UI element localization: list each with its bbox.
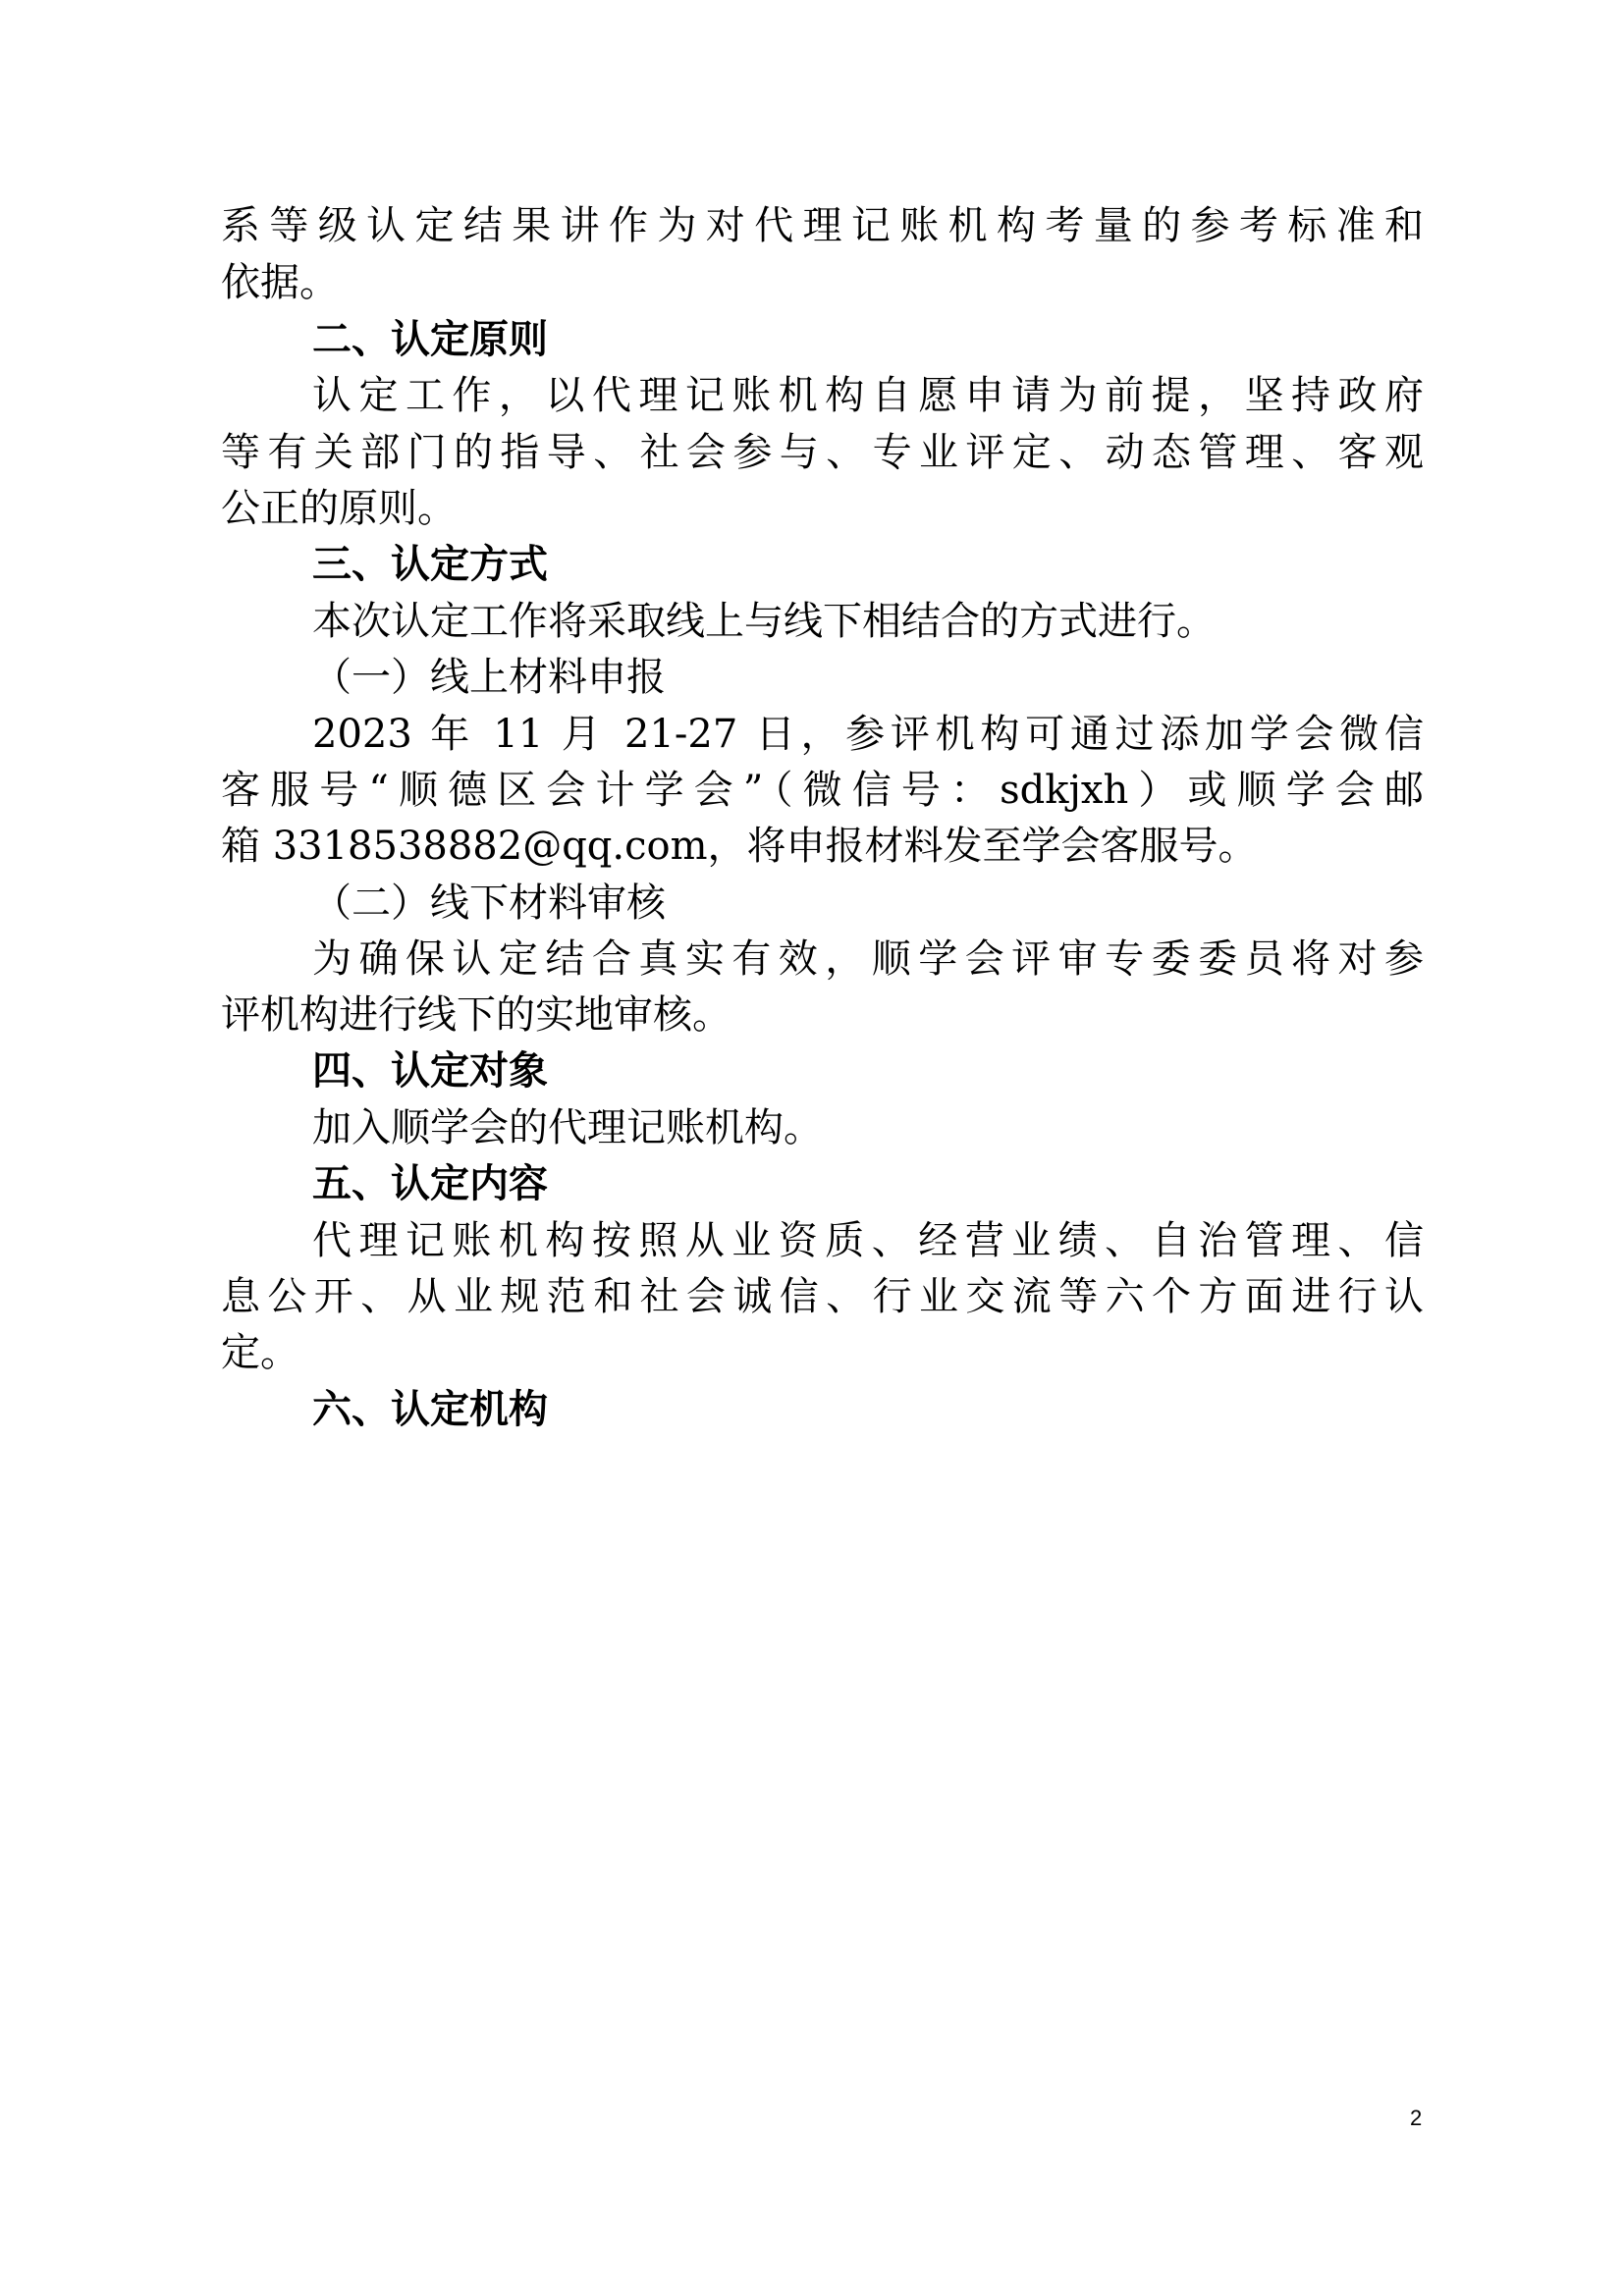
body-text-line: 系等级认定结果讲作为对代理记账机构考量的参考标准和 [221,203,1424,248]
body-text-line: 客服号“顺德区会计学会”（微信号：sdkjxh）或顺学会邮 [221,768,1424,813]
body-text-line: 本次认定工作将采取线上与线下相结合的方式进行。 [312,599,1216,644]
body-text-line: 加入顺学会的代理记账机构。 [312,1105,823,1150]
body-text-line: 定。 [221,1330,299,1375]
section-heading: 六、认定机构 [312,1387,548,1432]
body-text-line: 公正的原则。 [221,486,457,531]
body-text-line: 等有关部门的指导、社会参与、专业评定、动态管理、客观 [221,430,1424,475]
section-heading: 二、认定原则 [312,317,548,362]
section-heading: 三、认定方式 [312,542,548,587]
page-number: 2 [1410,2106,1423,2130]
subsection-heading: （一）线上材料申报 [312,655,666,700]
body-text-line: 依据。 [221,260,339,305]
section-heading: 五、认定内容 [312,1161,548,1206]
subsection-heading: （二）线下材料审核 [312,881,666,926]
body-text-line: 息公开、从业规范和社会诚信、行业交流等六个方面进行认 [221,1274,1424,1319]
body-text-line: 认定工作，以代理记账机构自愿申请为前提，坚持政府 [312,373,1424,418]
body-text-line: 评机构进行线下的实地审核。 [221,992,731,1038]
body-text-line: 2023 年 11 月 21-27 日，参评机构可通过添加学会微信 [312,712,1424,757]
section-heading: 四、认定对象 [312,1048,548,1094]
body-text-line: 代理记账机构按照从业资质、经营业绩、自治管理、信 [312,1218,1424,1263]
body-text-line: 为确保认定结合真实有效，顺学会评审专委委员将对参 [312,936,1424,982]
body-text-line: 箱 3318538882@qq.com，将申报材料发至学会客服号。 [221,824,1258,869]
